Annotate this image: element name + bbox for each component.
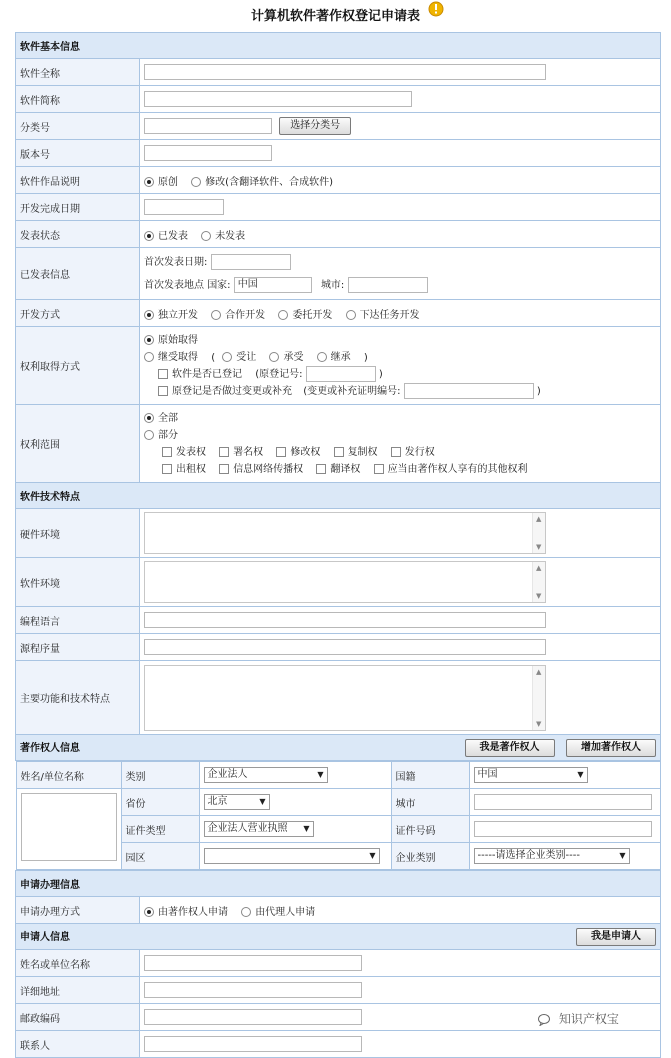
radio-icon[interactable]	[201, 231, 211, 241]
chevron-down-icon: ▼	[259, 797, 266, 806]
owner-cert-type-select[interactable]: 企业法人营业执照 ▼	[204, 821, 314, 837]
radio-icon[interactable]	[269, 352, 279, 362]
section-tech-title: 软件技术特点	[16, 483, 661, 509]
scroll-down-icon[interactable]: ▼	[536, 543, 542, 551]
description-modified-option[interactable]: 修改(含翻译软件、合成软件)	[191, 173, 333, 188]
category-input[interactable]	[144, 118, 272, 134]
chevron-down-icon: ▼	[303, 824, 310, 833]
section-basic-title: 软件基本信息	[16, 33, 661, 59]
radio-icon[interactable]	[211, 310, 221, 320]
section-owner-title: 著作权人信息	[20, 742, 80, 754]
radio-icon[interactable]	[144, 430, 154, 440]
inherit-transfer[interactable]: 受让	[222, 349, 256, 366]
owner-grid	[16, 761, 661, 870]
publish-status-unpublished[interactable]: 未发表	[201, 227, 245, 242]
short-name-input[interactable]	[144, 91, 412, 107]
country-input[interactable]: 中国	[234, 277, 312, 293]
page-title: 计算机软件著作权登记申请表	[250, 9, 420, 24]
owner-name-textarea[interactable]	[21, 793, 117, 861]
owner-cert-type-label: 证件类型	[121, 816, 199, 843]
process-mode-owner[interactable]: 由著作权人申请	[144, 903, 228, 918]
i-am-owner-button[interactable]: 我是著作权人	[465, 739, 555, 757]
dev-mode-entrusted[interactable]: 委托开发	[278, 306, 332, 321]
registration-form	[15, 32, 661, 1058]
description-original-option[interactable]: 原创	[144, 173, 178, 188]
checkbox-icon[interactable]	[334, 447, 344, 457]
changed-label: 原登记是否做过变更或补充	[172, 385, 292, 397]
checkbox-icon[interactable]	[276, 447, 286, 457]
language-label: 编程语言	[16, 607, 140, 634]
rights-original-option[interactable]: 原始取得	[144, 332, 656, 349]
radio-icon[interactable]	[144, 231, 154, 241]
country-label: 国家:	[207, 279, 231, 291]
scope-modify[interactable]: 修改权	[276, 444, 320, 461]
hardware-label: 硬件环境	[16, 509, 140, 558]
radio-icon[interactable]	[144, 413, 154, 423]
owner-nationality-label: 国籍	[391, 762, 469, 789]
radio-icon[interactable]	[144, 907, 154, 917]
scroll-down-icon[interactable]: ▼	[536, 719, 542, 728]
scope-rent[interactable]: 出租权	[162, 461, 206, 478]
category-label: 分类号	[16, 113, 140, 140]
scrollbar[interactable]	[532, 562, 545, 602]
owner-city-label: 城市	[391, 789, 469, 816]
applicant-postcode-label: 邮政编码	[16, 1004, 140, 1031]
info-icon[interactable]	[428, 1, 444, 17]
applicant-postcode-input[interactable]	[144, 1009, 362, 1025]
full-name-input[interactable]	[144, 64, 546, 80]
scope-all-option[interactable]: 全部	[144, 410, 656, 427]
select-category-button[interactable]: 选择分类号	[279, 117, 351, 135]
full-name-label: 软件全称	[16, 59, 140, 86]
applicant-name-label: 姓名或单位名称	[16, 950, 140, 977]
checkbox-icon[interactable]	[391, 447, 401, 457]
orig-reg-label: (原登记号:	[255, 368, 303, 380]
chevron-down-icon: ▼	[619, 851, 626, 860]
process-mode-label: 申请办理方式	[16, 897, 140, 924]
scope-distribute[interactable]: 发行权	[391, 444, 435, 461]
version-input[interactable]	[144, 145, 272, 161]
owner-park-label: 园区	[121, 843, 199, 870]
owner-cert-no-label: 证件号码	[391, 816, 469, 843]
inherit-undertake[interactable]: 承受	[269, 349, 303, 366]
source-size-label: 源程序量	[16, 634, 140, 661]
watermark	[538, 1010, 664, 1030]
checkbox-icon[interactable]	[374, 464, 384, 474]
checkbox-icon[interactable]	[162, 447, 172, 457]
i-am-applicant-button[interactable]: 我是申请人	[576, 928, 656, 946]
description-label: 软件作品说明	[16, 167, 140, 194]
language-input[interactable]	[144, 612, 546, 628]
inherit-close-paren: )	[363, 352, 368, 363]
process-mode-agent[interactable]: 由代理人申请	[241, 903, 315, 918]
scope-network[interactable]: 信息网络传播权	[219, 461, 303, 478]
section-process-title: 申请办理信息	[16, 871, 661, 897]
watermark-text: 知识产权宝	[558, 1012, 619, 1026]
radio-icon[interactable]	[144, 310, 154, 320]
chevron-down-icon: ▼	[577, 770, 584, 779]
hardware-textarea[interactable]	[144, 512, 546, 554]
applicant-contact-label: 联系人	[16, 1031, 140, 1058]
registered-checkbox[interactable]	[158, 369, 168, 379]
scroll-up-icon[interactable]: ▲	[536, 515, 542, 523]
software-textarea[interactable]	[144, 561, 546, 603]
owner-nationality-select[interactable]: 中国 ▼	[474, 767, 588, 783]
dev-mode-label: 开发方式	[16, 300, 140, 327]
owner-type-select[interactable]: 企业法人 ▼	[204, 767, 328, 783]
applicant-address-label: 详细地址	[16, 977, 140, 1004]
dev-mode-independent[interactable]: 独立开发	[144, 306, 198, 321]
change-no-input[interactable]	[404, 383, 534, 399]
checkbox-icon[interactable]	[219, 464, 229, 474]
completion-date-input[interactable]	[144, 199, 224, 215]
owner-cert-no-input[interactable]	[474, 821, 652, 837]
scope-other[interactable]: 应当由著作权人享有的其他权利	[374, 461, 528, 478]
owner-province-label: 省份	[121, 789, 199, 816]
completion-date-label: 开发完成日期	[16, 194, 140, 221]
radio-icon[interactable]	[144, 352, 154, 362]
owner-province-select[interactable]: 北京 ▼	[204, 794, 270, 810]
add-owner-button[interactable]: 增加著作权人	[566, 739, 656, 757]
rights-acquire-label: 权利取得方式	[16, 327, 140, 405]
owner-city-input[interactable]	[474, 794, 652, 810]
city-input[interactable]	[348, 277, 428, 293]
publish-status-label: 发表状态	[16, 221, 140, 248]
scope-signature[interactable]: 署名权	[219, 444, 263, 461]
scope-publish[interactable]: 发表权	[162, 444, 206, 461]
orig-reg-close: )	[378, 368, 383, 380]
radio-icon[interactable]	[346, 310, 356, 320]
change-no-close: )	[536, 385, 541, 397]
first-publish-date-label: 首次发表日期:	[144, 256, 208, 268]
scroll-down-icon[interactable]: ▼	[536, 592, 542, 600]
page-header	[0, 0, 671, 28]
inherit-succession[interactable]: 继承	[317, 349, 351, 366]
checkbox-icon[interactable]	[316, 464, 326, 474]
radio-icon[interactable]	[317, 352, 327, 362]
features-label: 主要功能和技术特点	[16, 661, 140, 735]
rights-inherit-option[interactable]: 继受取得	[144, 349, 198, 366]
change-no-label: (变更或补充证明编号:	[303, 385, 401, 397]
owner-park-select[interactable]	[204, 848, 380, 864]
radio-icon[interactable]	[278, 310, 288, 320]
applicant-contact-input[interactable]	[144, 1036, 362, 1052]
dev-mode-assigned[interactable]: 下达任务开发	[346, 306, 420, 321]
changed-checkbox[interactable]	[158, 386, 168, 396]
checkbox-icon[interactable]	[162, 464, 172, 474]
software-label: 软件环境	[16, 558, 140, 607]
first-publish-place-label: 首次发表地点	[144, 279, 204, 291]
first-publish-date-input[interactable]	[211, 254, 291, 270]
radio-icon[interactable]	[241, 907, 251, 917]
publish-status-published[interactable]: 已发表	[144, 227, 188, 242]
chat-bubble-icon	[538, 1014, 552, 1026]
radio-icon[interactable]	[144, 177, 154, 187]
radio-icon[interactable]	[191, 177, 201, 187]
short-name-label: 软件简称	[16, 86, 140, 113]
applicant-name-input[interactable]	[144, 955, 362, 971]
inherit-open-paren: (	[211, 352, 216, 363]
scope-partial-option[interactable]: 部分	[144, 427, 656, 444]
scope-translate[interactable]: 翻译权	[316, 461, 360, 478]
chevron-down-icon: ▼	[369, 851, 376, 860]
scroll-up-icon[interactable]: ▲	[536, 667, 542, 676]
radio-icon[interactable]	[144, 335, 154, 345]
orig-reg-input[interactable]	[306, 366, 376, 382]
version-label: 版本号	[16, 140, 140, 167]
city-label: 城市:	[320, 279, 345, 291]
checkbox-icon[interactable]	[219, 447, 229, 457]
owner-name-label: 姓名/单位名称	[16, 762, 121, 789]
rights-scope-label: 权利范围	[16, 405, 140, 483]
dev-mode-cooperative[interactable]: 合作开发	[211, 306, 265, 321]
radio-icon[interactable]	[222, 352, 232, 362]
published-info-label: 已发表信息	[16, 248, 140, 300]
scroll-up-icon[interactable]: ▲	[536, 564, 542, 572]
owner-enterprise-type-select[interactable]: -----请选择企业类别---- ▼	[474, 848, 630, 864]
registered-label: 软件是否已登记	[172, 368, 242, 380]
scrollbar[interactable]	[532, 513, 545, 553]
scope-copy[interactable]: 复制权	[334, 444, 378, 461]
scrollbar[interactable]	[532, 666, 545, 730]
features-textarea[interactable]	[144, 665, 546, 731]
source-size-input[interactable]	[144, 639, 546, 655]
owner-type-label: 类别	[121, 762, 199, 789]
section-applicant-title: 申请人信息	[20, 931, 70, 943]
owner-enterprise-type-label: 企业类别	[391, 843, 469, 870]
applicant-address-input[interactable]	[144, 982, 362, 998]
chevron-down-icon: ▼	[317, 770, 324, 779]
